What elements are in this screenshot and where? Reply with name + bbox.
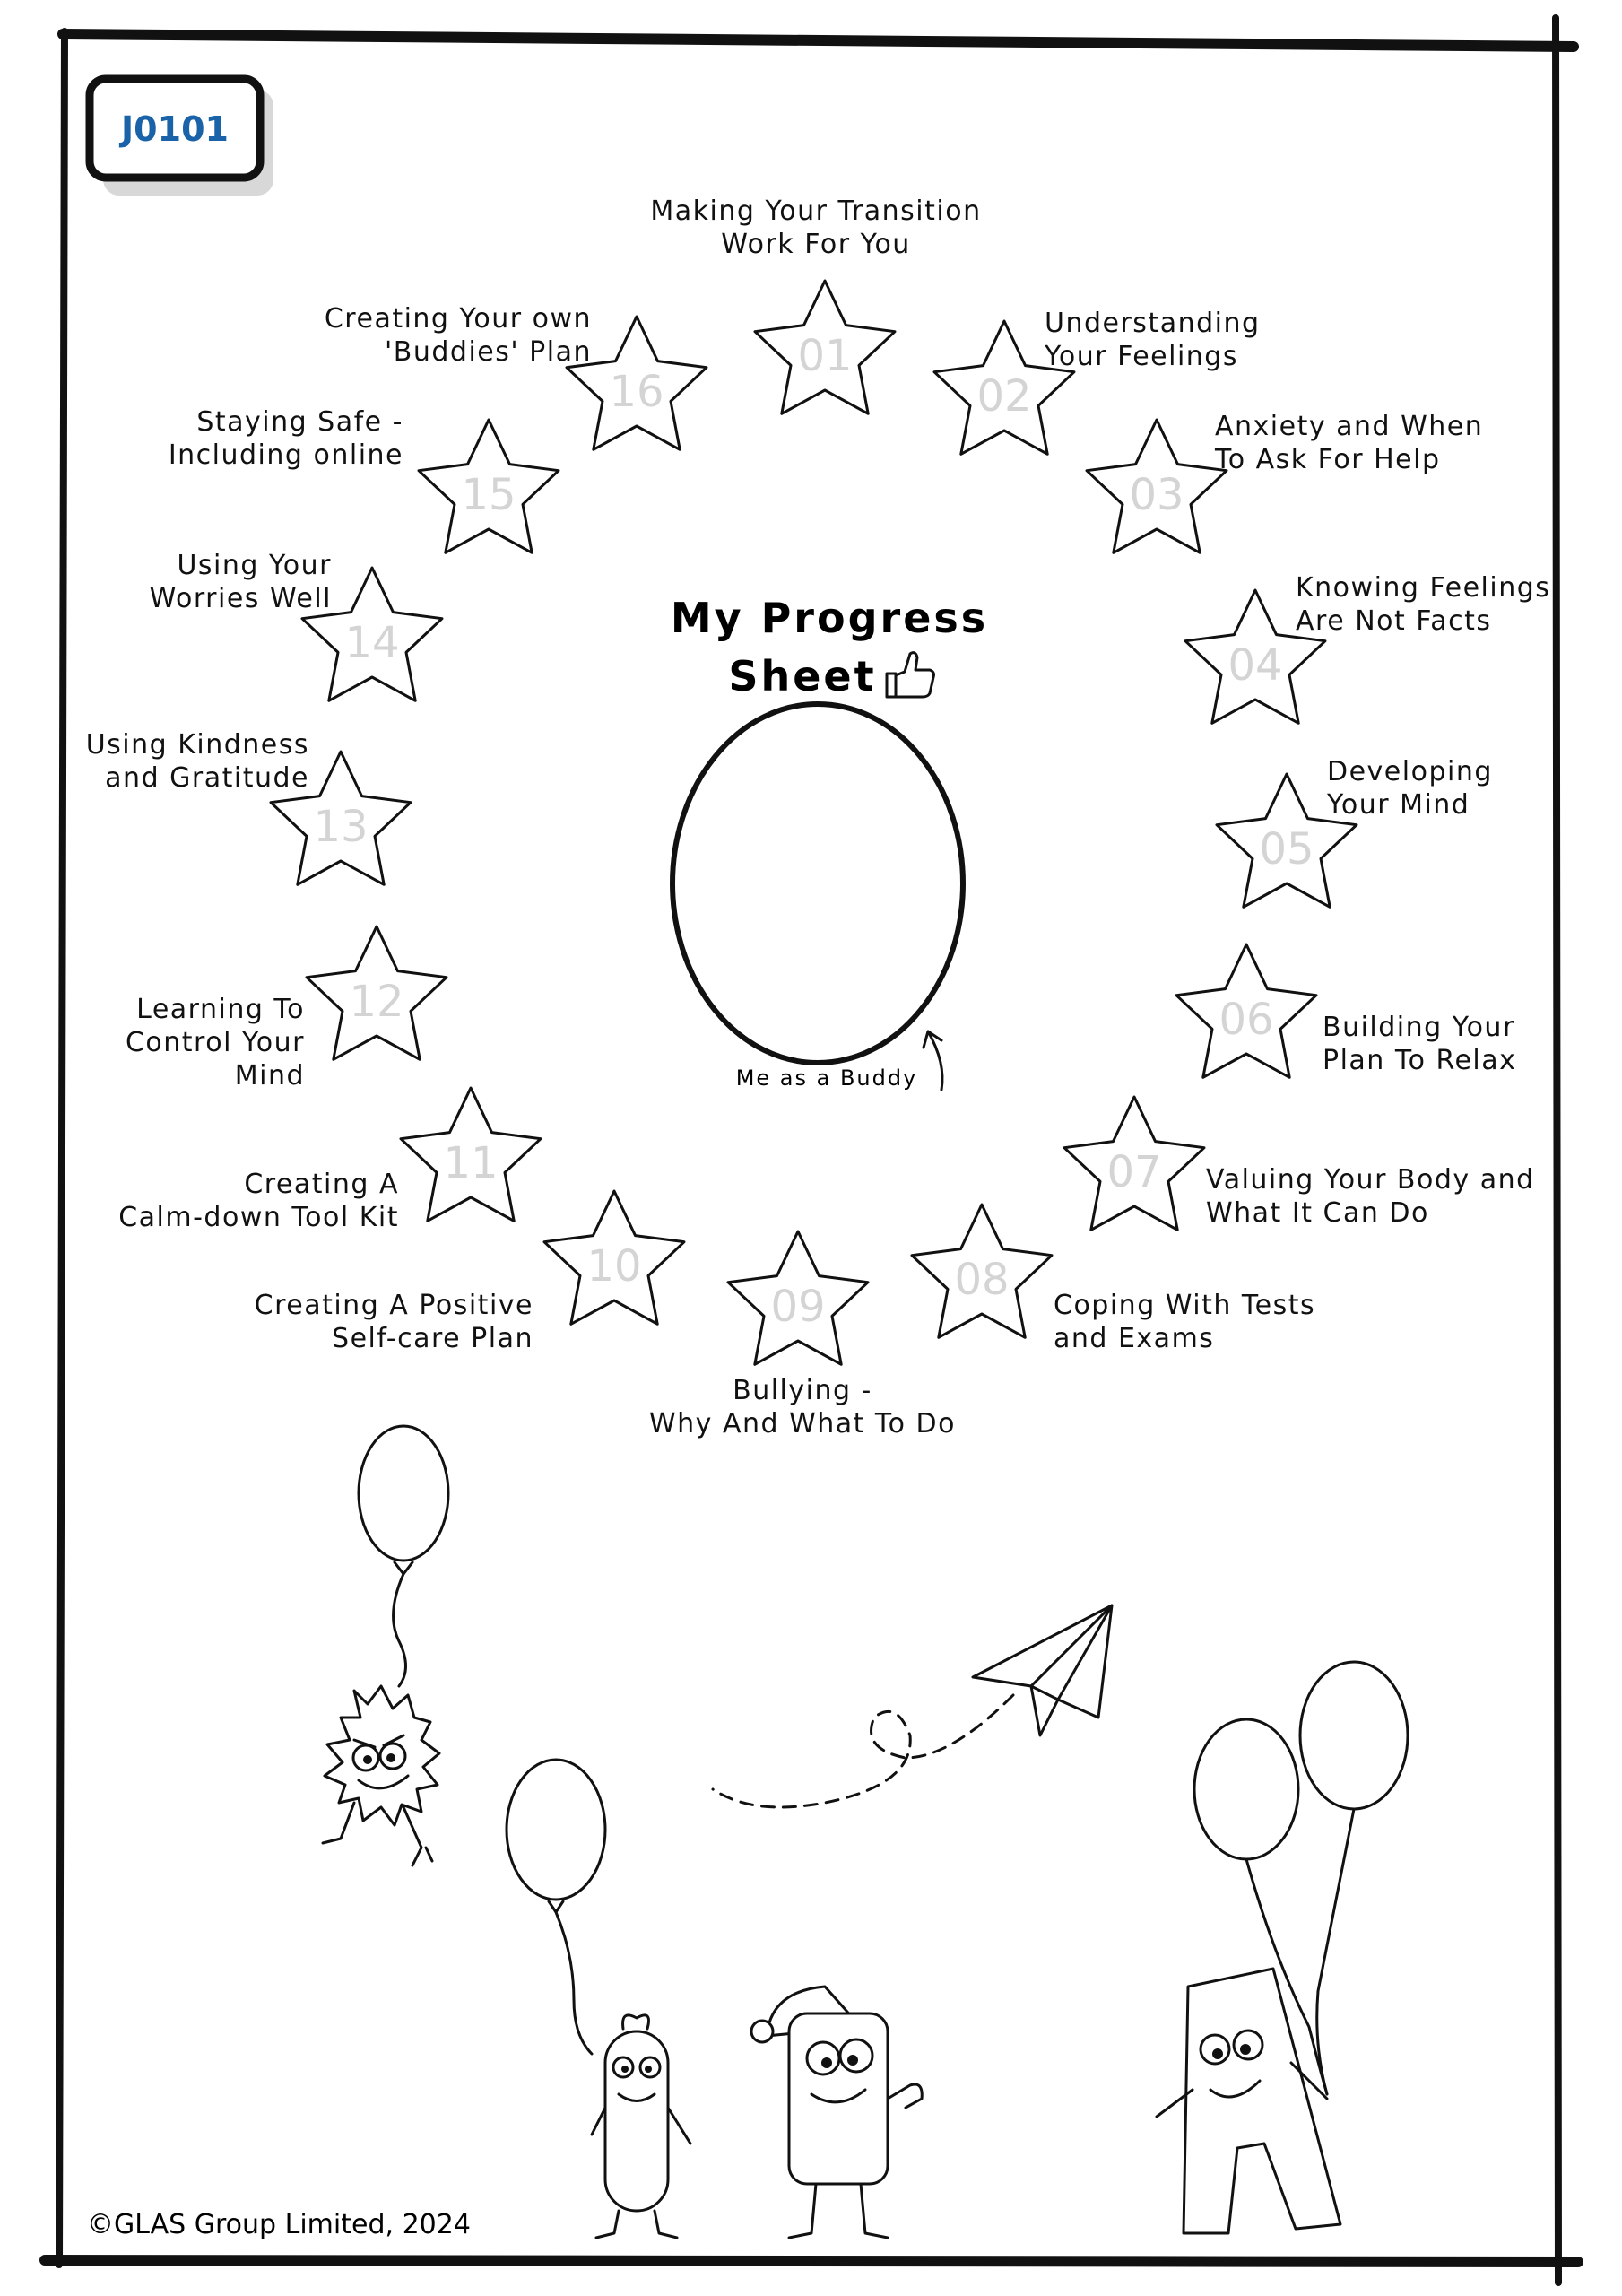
session-06 <box>1176 944 1516 1077</box>
star-number: 09 <box>770 1282 826 1332</box>
session-07 <box>1064 1097 1535 1230</box>
thumbs-up-icon <box>887 653 934 697</box>
session-title-line: Creating A Positive <box>254 1290 533 1321</box>
session-title-line: What It Can Do <box>1206 1197 1429 1229</box>
session-02 <box>934 308 1261 454</box>
star-number: 06 <box>1219 995 1274 1045</box>
tall-character-with-balloons <box>1157 1662 1408 2233</box>
session-05 <box>1217 756 1493 907</box>
session-title <box>1323 1012 1516 1076</box>
session-title-line: Control Your <box>125 1027 305 1058</box>
session-title-line: Including online <box>168 439 403 471</box>
girl-character-with-balloon <box>507 1760 690 2238</box>
session-title-line: Understanding <box>1045 308 1261 339</box>
session-15 <box>169 406 559 552</box>
session-11 <box>118 1088 541 1233</box>
buddy-portrait-frame <box>672 704 963 1063</box>
star-number: 11 <box>443 1138 499 1188</box>
session-title-line: Calm-down Tool Kit <box>118 1202 399 1233</box>
session-title-line: Learning To <box>136 994 305 1025</box>
session-13 <box>86 729 411 884</box>
session-title-line: Developing <box>1327 756 1493 787</box>
fuzzy-monster-with-balloon <box>323 1426 448 1866</box>
session-title <box>649 1375 956 1439</box>
paper-plane-icon <box>713 1605 1112 1807</box>
star-number: 04 <box>1227 640 1283 691</box>
copyright-notice: ©GLAS Group Limited, 2024 <box>87 2209 471 2240</box>
session-title-line: Self-care Plan <box>332 1323 533 1354</box>
session-04 <box>1185 572 1550 723</box>
session-01 <box>650 196 981 413</box>
session-title <box>86 729 309 794</box>
session-title-line: Creating Your own <box>324 303 592 335</box>
session-title-line: Using Kindness <box>85 729 309 761</box>
boy-character-with-hat <box>751 1987 922 2238</box>
session-title-line: Plan To Relax <box>1323 1045 1517 1076</box>
session-title <box>1206 1164 1535 1229</box>
session-title-line: Anxiety and When <box>1215 411 1484 442</box>
session-title-line: Making Your Transition <box>650 196 982 227</box>
session-title-line: Using Your <box>177 550 332 581</box>
session-title <box>126 994 305 1091</box>
star-number: 05 <box>1259 824 1314 874</box>
session-title-line: Knowing Feelings <box>1296 572 1551 604</box>
session-12 <box>126 926 447 1091</box>
star-number: 13 <box>313 802 369 852</box>
star-number: 08 <box>954 1255 1010 1305</box>
session-14 <box>150 550 442 700</box>
session-title-line: To Ask For Help <box>1215 444 1441 475</box>
star-number: 14 <box>344 618 400 668</box>
session-title-line: Staying Safe - <box>196 406 403 438</box>
session-code: J0101 <box>121 109 229 149</box>
session-title-line: Work For You <box>721 229 911 260</box>
page-title-line-1: My Progress <box>670 594 989 642</box>
session-title <box>1326 756 1493 821</box>
session-title <box>325 303 592 368</box>
star-number: 10 <box>586 1241 642 1292</box>
session-title-line: 'Buddies' Plan <box>385 336 592 368</box>
star-number: 16 <box>609 367 664 417</box>
session-title-line: Are Not Facts <box>1296 605 1492 637</box>
session-title-line: Your Mind <box>1327 789 1470 821</box>
session-03 <box>1087 411 1483 552</box>
session-title-line: Building Your <box>1323 1012 1515 1043</box>
star-number: 12 <box>349 977 404 1027</box>
session-title-line: Bullying - <box>733 1375 872 1406</box>
star-number: 02 <box>976 371 1032 422</box>
star-number: 07 <box>1106 1147 1162 1197</box>
session-title-line: Why And What To Do <box>648 1408 957 1439</box>
buddy-caption: Me as a Buddy <box>735 1065 918 1091</box>
session-title <box>1044 308 1261 372</box>
arrow-up-icon <box>924 1031 942 1090</box>
session-code-badge <box>90 79 273 196</box>
session-title <box>650 196 981 260</box>
session-title <box>1214 411 1483 475</box>
session-title-line: and Exams <box>1054 1323 1215 1354</box>
session-title-line: Your Feelings <box>1045 341 1238 372</box>
page-title-line-2: Sheet <box>728 652 877 700</box>
session-title-line: Creating A <box>244 1169 399 1200</box>
star-number: 01 <box>797 331 853 381</box>
session-title <box>118 1169 399 1233</box>
session-title-line: Valuing Your Body and <box>1206 1164 1535 1196</box>
session-title <box>1054 1290 1315 1354</box>
star-number: 03 <box>1129 470 1184 520</box>
session-title-line: Mind <box>234 1060 305 1091</box>
session-title-line: Worries Well <box>149 583 332 614</box>
session-title <box>1296 572 1550 637</box>
session-09 <box>649 1231 956 1439</box>
session-title <box>255 1290 533 1354</box>
session-title <box>169 406 403 471</box>
session-title-line: Coping With Tests <box>1054 1290 1316 1321</box>
session-title-line: and Gratitude <box>105 762 309 794</box>
star-number: 15 <box>461 470 516 520</box>
session-title <box>150 550 332 614</box>
